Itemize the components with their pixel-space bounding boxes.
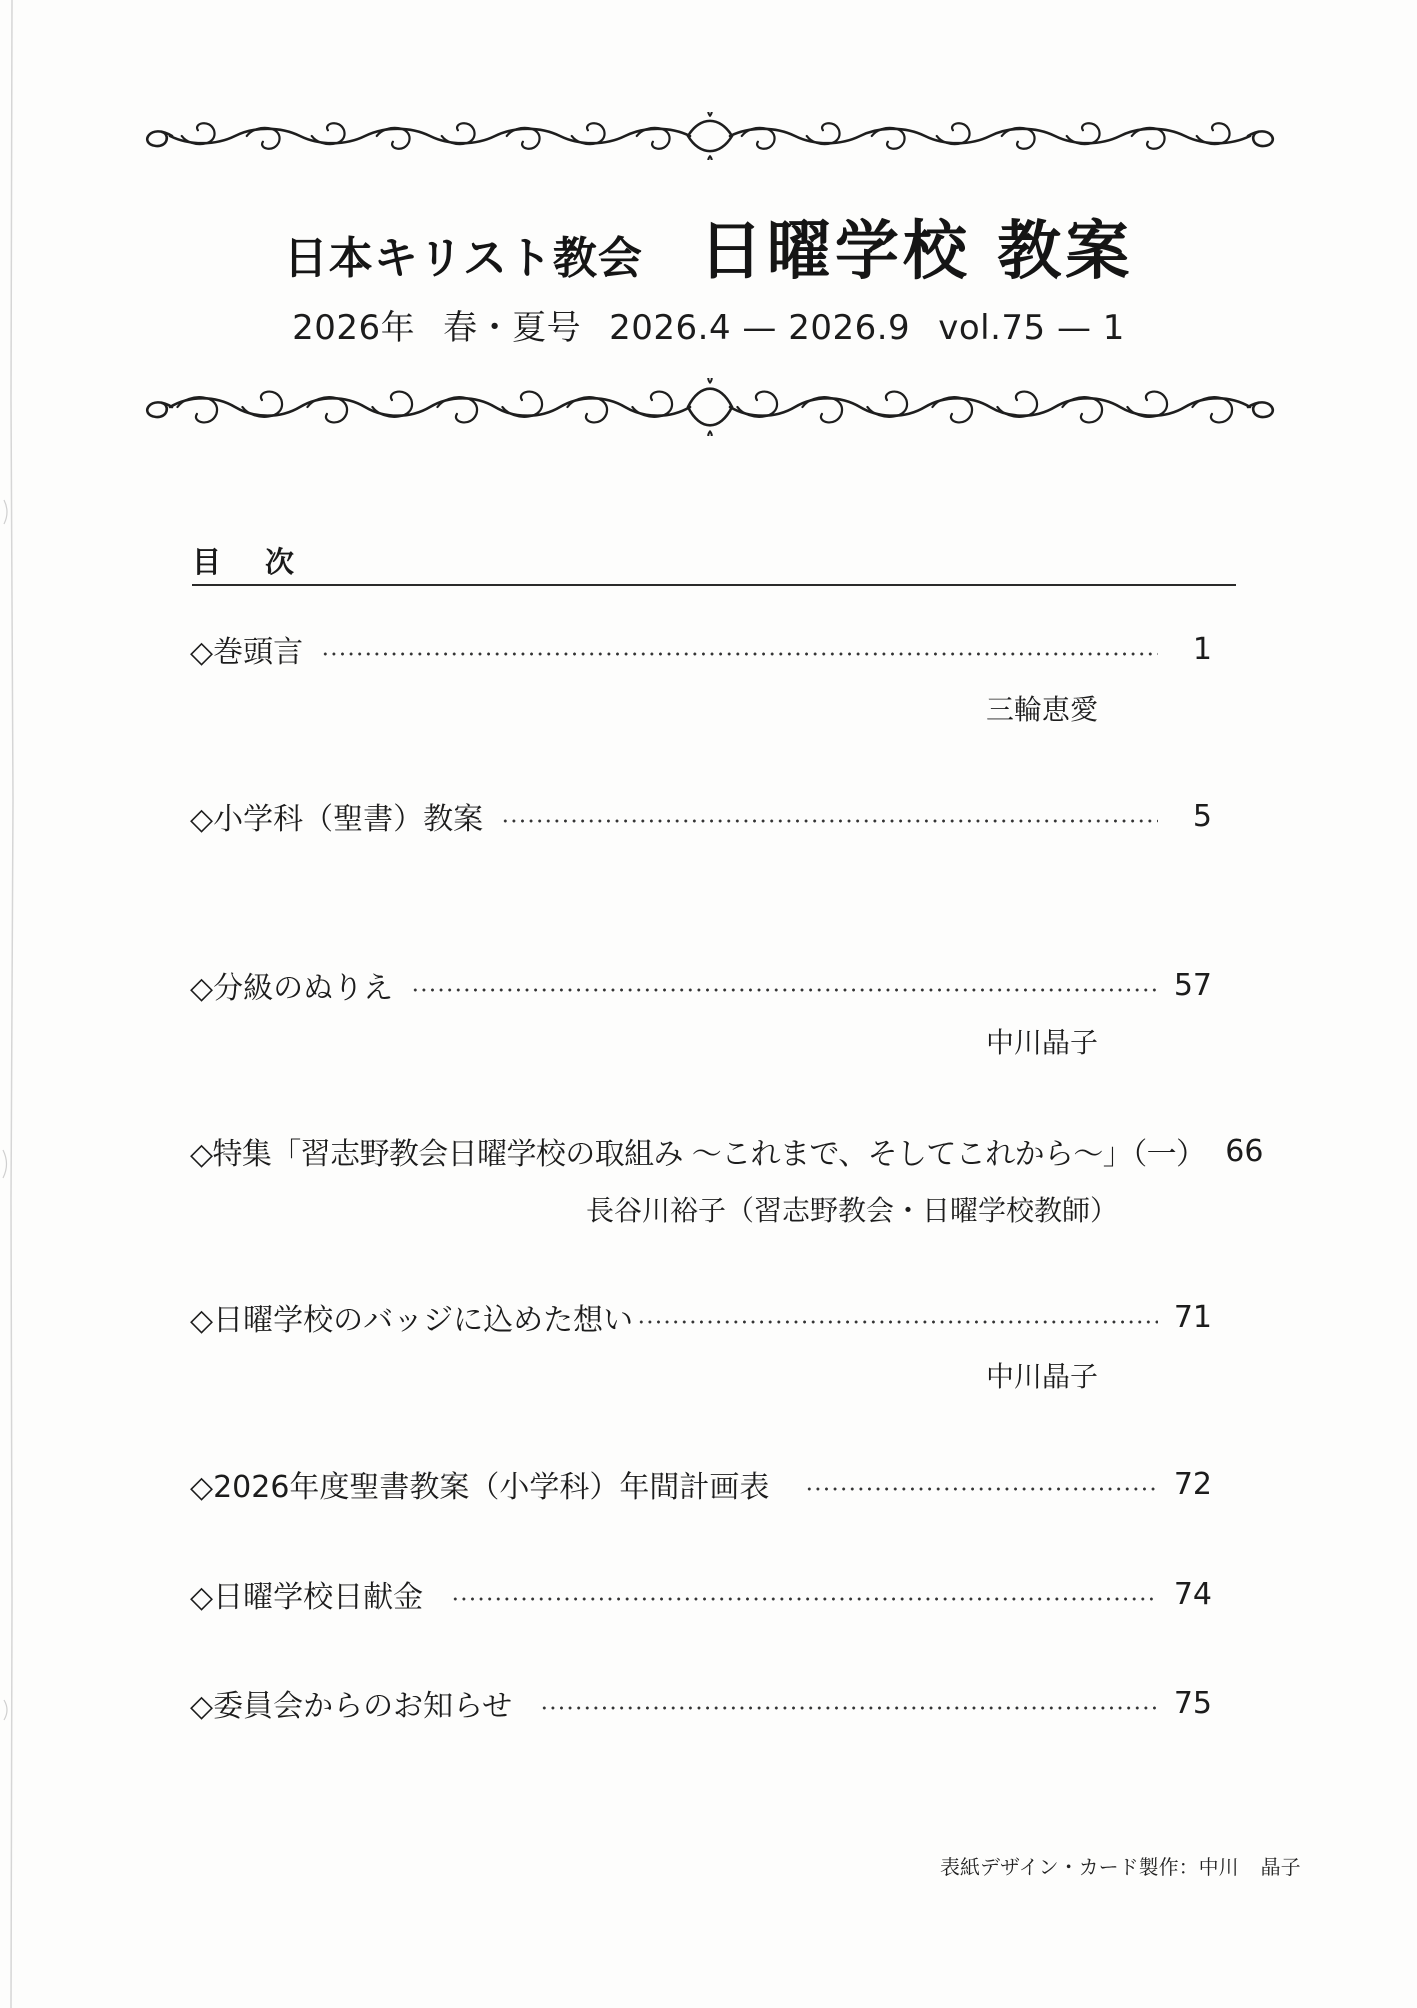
toc-entry-label: ◇分級のぬりえ — [190, 971, 394, 1006]
toc-page-number: 66 — [1225, 1133, 1264, 1169]
toc-page-number: 57 — [1173, 967, 1212, 1003]
toc-entry-author: 中川晶子 — [986, 1026, 1099, 1059]
ornament-flourish-bottom — [130, 378, 1290, 436]
dot-leader — [805, 1487, 1158, 1491]
toc-page-number: 1 — [1192, 631, 1212, 667]
dot-leader — [501, 819, 1158, 823]
toc-entry-label: ◇巻頭言 — [190, 635, 304, 670]
dot-leader — [451, 1597, 1158, 1601]
dot-leader — [540, 1706, 1158, 1710]
toc-entry[interactable] — [190, 796, 1212, 836]
toc-entry-label: ◇2026年度聖書教案（小学科）年間計画表 — [190, 1470, 770, 1505]
issue-subtitle — [0, 300, 1417, 349]
toc-entry[interactable] — [190, 1574, 1212, 1614]
subtitle-season: 春・夏号 — [443, 308, 582, 348]
dot-leader — [411, 988, 1158, 992]
toc-entry-label: ◇小学科（聖書）教案 — [190, 802, 484, 837]
toc-heading-rule — [192, 584, 1236, 586]
page-title — [0, 200, 1417, 292]
toc-entry[interactable] — [190, 629, 1212, 669]
toc-entry-author: 中川晶子 — [986, 1360, 1099, 1393]
toc-entry-author: 長谷川裕子（習志野教会・日曜学校教師） — [586, 1194, 1119, 1227]
toc-entry[interactable] — [190, 1297, 1212, 1337]
toc-entry-label: ◇日曜学校日献金 — [190, 1580, 424, 1615]
toc-entry[interactable] — [190, 1464, 1212, 1504]
toc-entry-label: ◇日曜学校のバッジに込めた想い — [190, 1303, 634, 1338]
toc-page-number: 72 — [1173, 1466, 1212, 1502]
ornament-flourish-top — [130, 112, 1290, 160]
credit-family-name: 中川 — [1198, 1855, 1239, 1879]
toc-entry[interactable] — [190, 965, 1212, 1005]
toc-entry[interactable] — [190, 1131, 1264, 1172]
credit-given-name: 晶子 — [1260, 1855, 1301, 1879]
toc-page-number: 5 — [1192, 798, 1212, 834]
toc-page-number: 71 — [1173, 1299, 1212, 1335]
dot-leader — [321, 652, 1158, 656]
title-organization: 日本キリスト教会 — [283, 233, 643, 284]
subtitle-period: 2026.4 — 2026.9 — [609, 308, 911, 348]
dot-leader — [637, 1320, 1158, 1324]
toc-entry[interactable] — [190, 1683, 1212, 1723]
toc-page-number: 74 — [1173, 1576, 1212, 1612]
subtitle-year: 2026年 — [292, 308, 416, 348]
subtitle-volume: vol.75 — 1 — [938, 308, 1125, 348]
toc-page-number: 75 — [1173, 1685, 1212, 1721]
title-main: 日曜学校 教案 — [698, 214, 1134, 289]
toc-entry-label: ◇特集「習志野教会日曜学校の取組み ～これまで、そしてこれから～」（一） — [190, 1137, 1206, 1172]
cover-design-credit — [940, 1851, 1301, 1880]
credit-role: 表紙デザイン・カード製作： — [940, 1855, 1199, 1879]
toc-entry-author: 三輪恵愛 — [986, 693, 1099, 726]
toc-entry-label: ◇委員会からのお知らせ — [190, 1689, 513, 1724]
toc-heading: 目次 — [192, 545, 339, 579]
